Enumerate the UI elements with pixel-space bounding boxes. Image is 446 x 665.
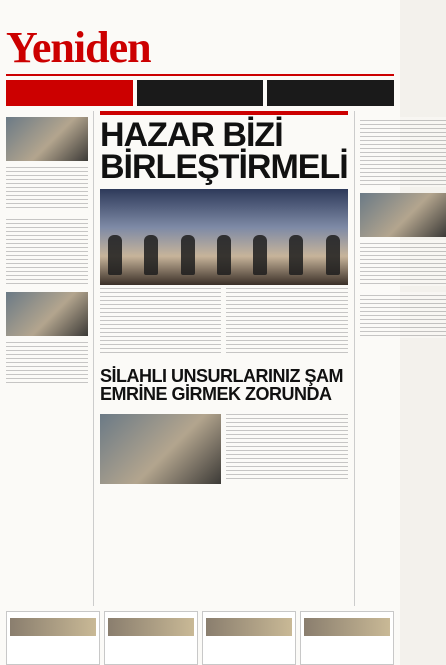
body-text-placeholder <box>360 240 446 286</box>
top-teaser-strip <box>6 80 394 106</box>
second-photo <box>100 414 221 484</box>
lead-body <box>100 285 348 359</box>
body-text-placeholder <box>360 117 446 187</box>
photo-figure <box>181 235 195 275</box>
right-column <box>354 111 446 606</box>
lead-headline[interactable]: HAZAR BİZİ BİRLEŞTİRMELİ <box>100 116 348 186</box>
footer-teaser[interactable] <box>300 611 394 665</box>
newspaper-logo: Yeniden <box>6 23 151 72</box>
body-text-placeholder <box>360 292 446 338</box>
side-photo <box>6 292 88 336</box>
body-text-placeholder <box>6 164 88 210</box>
side-photo <box>6 117 88 161</box>
body-text-placeholder <box>6 339 88 385</box>
second-headline[interactable]: SİLAHLI UNSURLARINIZ ŞAM EMRİNE GİRMEK ZORUNDA <box>100 366 343 404</box>
photo-figure <box>217 235 231 275</box>
left-column <box>6 111 94 606</box>
lead-photo <box>100 189 348 285</box>
footer-teaser[interactable] <box>6 611 100 665</box>
top-teaser[interactable] <box>267 80 394 106</box>
side-photo <box>360 193 446 237</box>
footer-teaser[interactable] <box>104 611 198 665</box>
body-text-placeholder <box>100 285 221 355</box>
footer-teaser[interactable] <box>202 611 296 665</box>
photo-figure <box>253 235 267 275</box>
body-text-placeholder <box>226 285 347 355</box>
footer-thumbnail <box>304 618 390 636</box>
front-page-grid <box>6 111 394 606</box>
top-teaser[interactable] <box>6 80 133 106</box>
photo-figure <box>289 235 303 275</box>
footer-thumbnail <box>10 618 96 636</box>
lead-photo-figures <box>108 235 340 275</box>
photo-figure <box>326 235 340 275</box>
photo-figure <box>144 235 158 275</box>
body-text-placeholder <box>226 411 347 481</box>
footer-thumbnail <box>108 618 194 636</box>
photo-figure <box>108 235 122 275</box>
second-body <box>100 411 348 487</box>
footer-teaser-strip <box>6 611 394 665</box>
masthead <box>6 6 394 76</box>
center-column <box>100 111 348 606</box>
footer-thumbnail <box>206 618 292 636</box>
body-text-placeholder <box>6 216 88 286</box>
top-teaser[interactable] <box>137 80 264 106</box>
lead-band <box>100 111 348 115</box>
